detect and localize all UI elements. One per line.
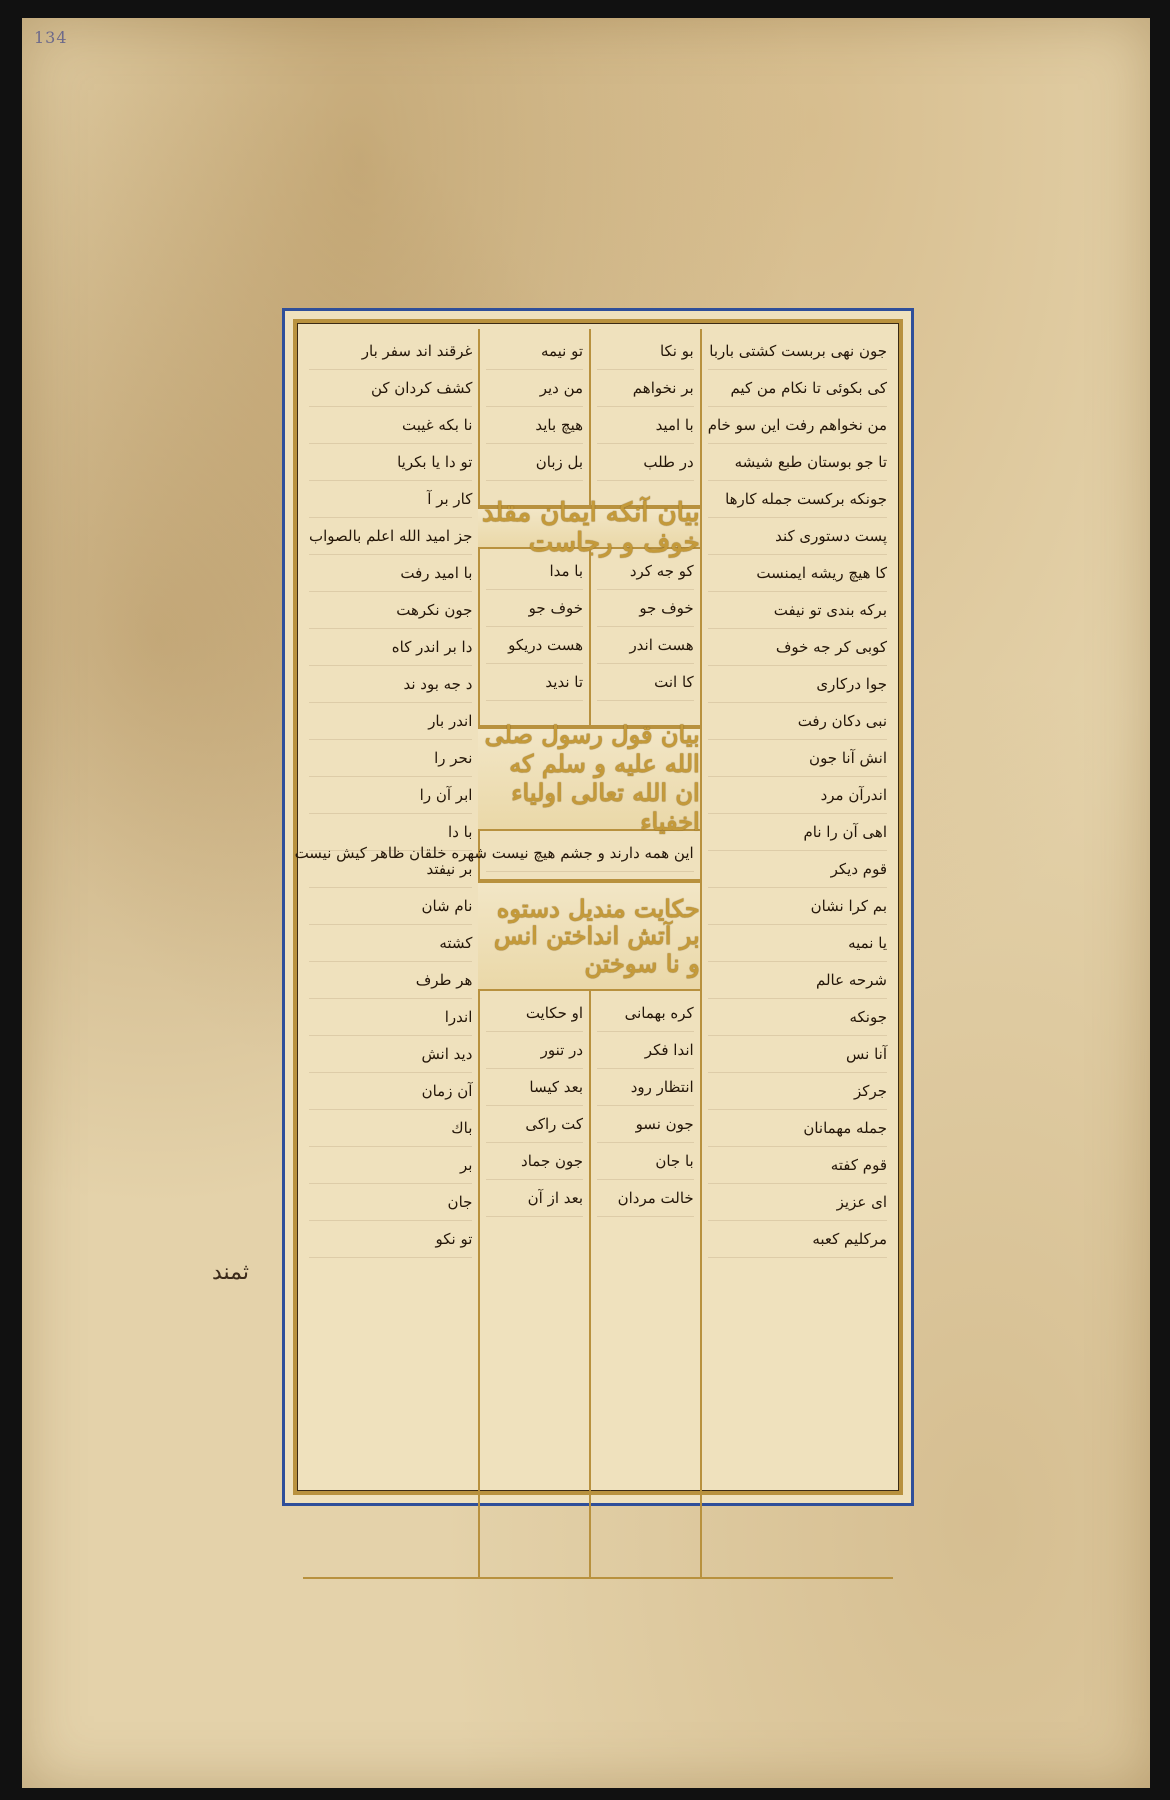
verse-line: کت راکی bbox=[486, 1106, 583, 1143]
rubric-heading-1: بیان آنکه ایمان مقلد خوف و رجاست bbox=[478, 507, 699, 549]
mid-left-block bbox=[478, 549, 589, 727]
verse-line: دید انش bbox=[309, 1036, 472, 1073]
bottom-right-block bbox=[589, 991, 700, 1579]
verse-line: جون نسو bbox=[597, 1106, 694, 1143]
text-frame bbox=[282, 308, 914, 1506]
verse-line: قوم دیکر bbox=[708, 851, 887, 888]
verse-line: تو دا یا بکریا bbox=[309, 444, 472, 481]
top-mid-right-block bbox=[589, 329, 700, 507]
verse-line: نام شان bbox=[309, 888, 472, 925]
verse-line: این همه دارند و جشم هیچ نیست شهره خلقان ظاهر کیش نیست bbox=[486, 835, 693, 872]
bottom-left-block bbox=[478, 991, 589, 1579]
verse-line: پست دستوری کند bbox=[708, 518, 887, 555]
verse-line: جمله مهمانان bbox=[708, 1110, 887, 1147]
verse-line: یا نمیه bbox=[708, 925, 887, 962]
verse-line: ای عزیز bbox=[708, 1184, 887, 1221]
margin-note: ثمند bbox=[212, 1260, 250, 1285]
verse-line: بر bbox=[309, 1147, 472, 1184]
verse-line: نحر را bbox=[309, 740, 472, 777]
verse-line: آنا نس bbox=[708, 1036, 887, 1073]
verse-line: بر نیفتد bbox=[309, 851, 472, 888]
manuscript-page bbox=[22, 18, 1150, 1788]
mid-right-block bbox=[589, 549, 700, 727]
verse-line: اهی آن را نام bbox=[708, 814, 887, 851]
verse-line: خوف جو bbox=[597, 590, 694, 627]
verse-line: د جه بود ند bbox=[309, 666, 472, 703]
verse-line: اندرآن مرد bbox=[708, 777, 887, 814]
verse-line: کشف کردان کن bbox=[309, 370, 472, 407]
top-mid-left-block bbox=[478, 329, 589, 507]
verse-line: دا بر اندر کاه bbox=[309, 629, 472, 666]
gold-ruling bbox=[293, 319, 903, 1495]
verse-line: او حکایت bbox=[486, 995, 583, 1032]
verse-line: با امید bbox=[597, 407, 694, 444]
verse-line: تو نیمه bbox=[486, 333, 583, 370]
verse-line: بعد کیسا bbox=[486, 1069, 583, 1106]
verse-line: کا هیچ ریشه ایمنست bbox=[708, 555, 887, 592]
verse-line: هست اندر bbox=[597, 627, 694, 664]
verse-line: هر طرف bbox=[309, 962, 472, 999]
verse-line: در طلب bbox=[597, 444, 694, 481]
verse-line: با مدا bbox=[486, 553, 583, 590]
verse-line: کو جه کرد bbox=[597, 553, 694, 590]
verse-line: بعد از آن bbox=[486, 1180, 583, 1217]
verse-line: نا بکه غیبت bbox=[309, 407, 472, 444]
verse-line: اندر بار bbox=[309, 703, 472, 740]
text-grid bbox=[294, 329, 893, 1485]
right-column bbox=[700, 329, 893, 1579]
verse-line: جز امید الله اعلم بالصواب bbox=[309, 518, 472, 555]
verse-line: بم کرا نشان bbox=[708, 888, 887, 925]
verse-line: جرکز bbox=[708, 1073, 887, 1110]
rubric-heading-3: حکایت مندیل دستوه بر آتش انداختن انس و نا سوختن bbox=[478, 881, 699, 991]
verse-line: باك bbox=[309, 1110, 472, 1147]
verse-line: در تنور bbox=[486, 1032, 583, 1069]
verse-line: انش آنا جون bbox=[708, 740, 887, 777]
verse-line: جونکه برکست جمله کارها bbox=[708, 481, 887, 518]
verse-line: خوف جو bbox=[486, 590, 583, 627]
verse-line: برکه بندی تو نیفت bbox=[708, 592, 887, 629]
verse-line: جون نهی بربست کشتی باربا bbox=[708, 333, 887, 370]
verse-line: با جان bbox=[597, 1143, 694, 1180]
verse-line: شرحه عالم bbox=[708, 962, 887, 999]
verse-line: جون نکرهت bbox=[309, 592, 472, 629]
verse-line: اندا فکر bbox=[597, 1032, 694, 1069]
verse-line: جوا درکاری bbox=[708, 666, 887, 703]
verse-line: غرقند اند سفر بار bbox=[309, 333, 472, 370]
verse-line: من دیر bbox=[486, 370, 583, 407]
verse-line: هست دریکو bbox=[486, 627, 583, 664]
verse-line: کار بر آ bbox=[309, 481, 472, 518]
verse-line: نبی دکان رفت bbox=[708, 703, 887, 740]
left-column bbox=[303, 329, 478, 1579]
verse-line: آن زمان bbox=[309, 1073, 472, 1110]
verse-line: هیچ باید bbox=[486, 407, 583, 444]
verse-line: کا انت bbox=[597, 664, 694, 701]
verse-line: تو نکو bbox=[309, 1221, 472, 1258]
verse-line: انتظار رود bbox=[597, 1069, 694, 1106]
verse-line: کشته bbox=[309, 925, 472, 962]
verse-line: کره بهمانی bbox=[597, 995, 694, 1032]
verse-line: من نخواهم رفت این سو خام bbox=[708, 407, 887, 444]
rubric-heading-2: بیان قول رسول صلی الله علیه و سلم که ان الله تعالی اولیاء اخفیاء bbox=[478, 727, 699, 831]
verse-line: کوبی کر جه خوف bbox=[708, 629, 887, 666]
verse-line: جونکه bbox=[708, 999, 887, 1036]
folio-number: 134 bbox=[34, 28, 68, 47]
verse-line: با امید رفت bbox=[309, 555, 472, 592]
verse-line: کی بکوئی تا نکام من کیم bbox=[708, 370, 887, 407]
verse-line: تا ندید bbox=[486, 664, 583, 701]
verse-line: بل زبان bbox=[486, 444, 583, 481]
verse-line: با دا bbox=[309, 814, 472, 851]
verse-line: ابر آن را bbox=[309, 777, 472, 814]
verse-line: جان bbox=[309, 1184, 472, 1221]
verse-line: جون جماد bbox=[486, 1143, 583, 1180]
verse-line: اندرا bbox=[309, 999, 472, 1036]
verse-line: بو نکا bbox=[597, 333, 694, 370]
verse-line: تا جو بوستان طبع شیشه bbox=[708, 444, 887, 481]
verse-line: قوم کفته bbox=[708, 1147, 887, 1184]
verse-line: بر نخواهم bbox=[597, 370, 694, 407]
verse-line: خالت مردان bbox=[597, 1180, 694, 1217]
verse-line: مرکلیم کعبه bbox=[708, 1221, 887, 1258]
